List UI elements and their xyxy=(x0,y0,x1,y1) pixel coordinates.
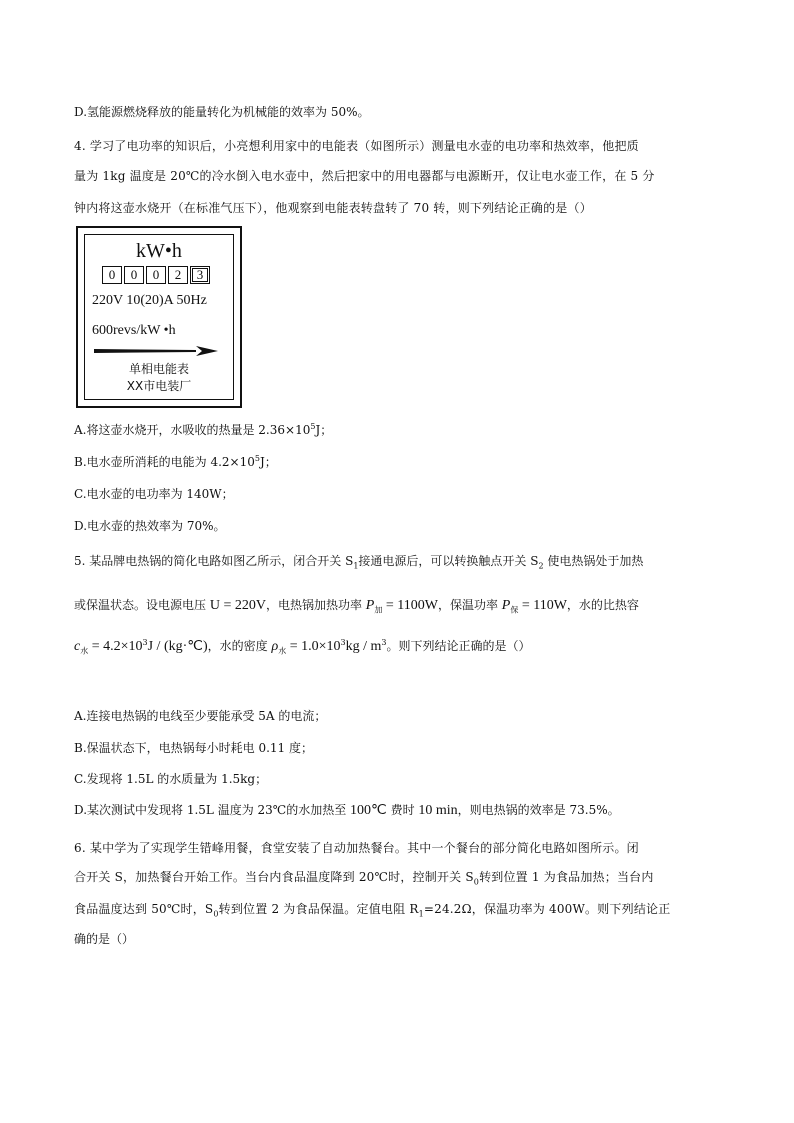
meter-digit-decimal: 3 xyxy=(190,266,210,284)
meter-maker: XX市电装厂 xyxy=(126,379,192,393)
meter-spec: 220V 10(20)A 50Hz xyxy=(92,293,207,308)
q4-stem-line-2: 量为 1kg 温度是 20℃的冷水倒入电水壶中，然后把家中的用电器都与电源断开，仅让电水壶工作，在 5 分 xyxy=(74,169,655,183)
q6-stem-line-1: 6. 某中学为了实现学生错峰用餐，食堂安装了自动加热餐台。其中一个餐台的部分简化电路如图所示。闭 xyxy=(74,841,639,855)
q5-stem-line-2: 或保温状态。设电源电压 U = 220V，电热锅加热功率 $P_加 = 1100W$，保温功率 $P_保 = 110W$，水的比热容 xyxy=(74,598,639,615)
meter-name: 单相电能表 xyxy=(128,362,189,376)
q5-option-a: A.连接电热锅的电线至少要能承受 5A 的电流； xyxy=(74,709,327,723)
q5-option-b: B.保温状态下，电热锅每小时耗电 0.11 度； xyxy=(74,741,313,755)
meter-digit: 0 xyxy=(124,266,144,284)
q5-option-d: D.某次测试中发现将 1.5L 温度为 23℃的水加热至 100℃ 费时 10 min，则电热锅的效率是 73.5%。 xyxy=(74,803,620,818)
meter-arrow-icon xyxy=(92,344,222,358)
q5-option-c: C.发现将 1.5L 的水质量为 1.5kg； xyxy=(74,772,268,786)
q4-stem-line-3: 钟内将这壶水烧开（在标准气压下），他观察到电能表转盘转了 70 转，则下列结论正确的是（） xyxy=(74,201,592,215)
meter-revolutions: 600revs/kW •h xyxy=(92,323,176,338)
q6-stem-line-4: 确的是（） xyxy=(74,932,135,946)
q4-option-b: B.电水壶所消耗的电能为 $4.2\times 10^5J$； xyxy=(74,454,277,469)
q4-option-a: A.将这壶水烧开，水吸收的热量是 $2.36\times 10^5J$； xyxy=(74,422,333,437)
q5-stem-line-3: $c_水 = 4.2\times 10^3J$ / (kg·℃)，水的密度 $\rho_水 = 1.0\times 10^3kg / m^3$。则下列结论正确的是（） xyxy=(74,638,531,656)
meter-digits xyxy=(102,266,212,284)
q4-option-c: C.电水壶的电功率为 140W； xyxy=(74,487,234,501)
meter-digit: 0 xyxy=(146,266,166,284)
meter-unit: kW•h xyxy=(136,240,182,262)
meter-digit: 0 xyxy=(102,266,122,284)
q6-stem-line-2: 合开关 S，加热餐台开始工作。当台内食品温度降到 20℃时，控制开关 $S_0$转到位置 1 为食品加热；当台内 xyxy=(74,870,654,887)
q3-option-d: D.氢能源燃烧释放的能量转化为机械能的效率为 50%。 xyxy=(74,105,370,119)
q4-stem-line-1: 4. 学习了电功率的知识后，小亮想利用家中的电能表（如图所示）测量电水壶的电功率和热效率，他把质 xyxy=(74,139,639,153)
q5-stem-line-1: 5. 某品牌电热锅的简化电路如图乙所示，闭合开关 $S_1$接通电源后，可以转换触点开关 $S_2$ 使电热锅处于加热 xyxy=(74,554,644,571)
meter-digit: 2 xyxy=(168,266,188,284)
q6-stem-line-3: 食品温度达到 50℃时，$S_0$转到位置 2 为食品保温。定值电阻 $R_1=24.2\Omega$，保温功率为 400W。则下列结论正 xyxy=(74,902,671,919)
q4-option-d: D.电水壶的热效率为 70%。 xyxy=(74,519,226,533)
